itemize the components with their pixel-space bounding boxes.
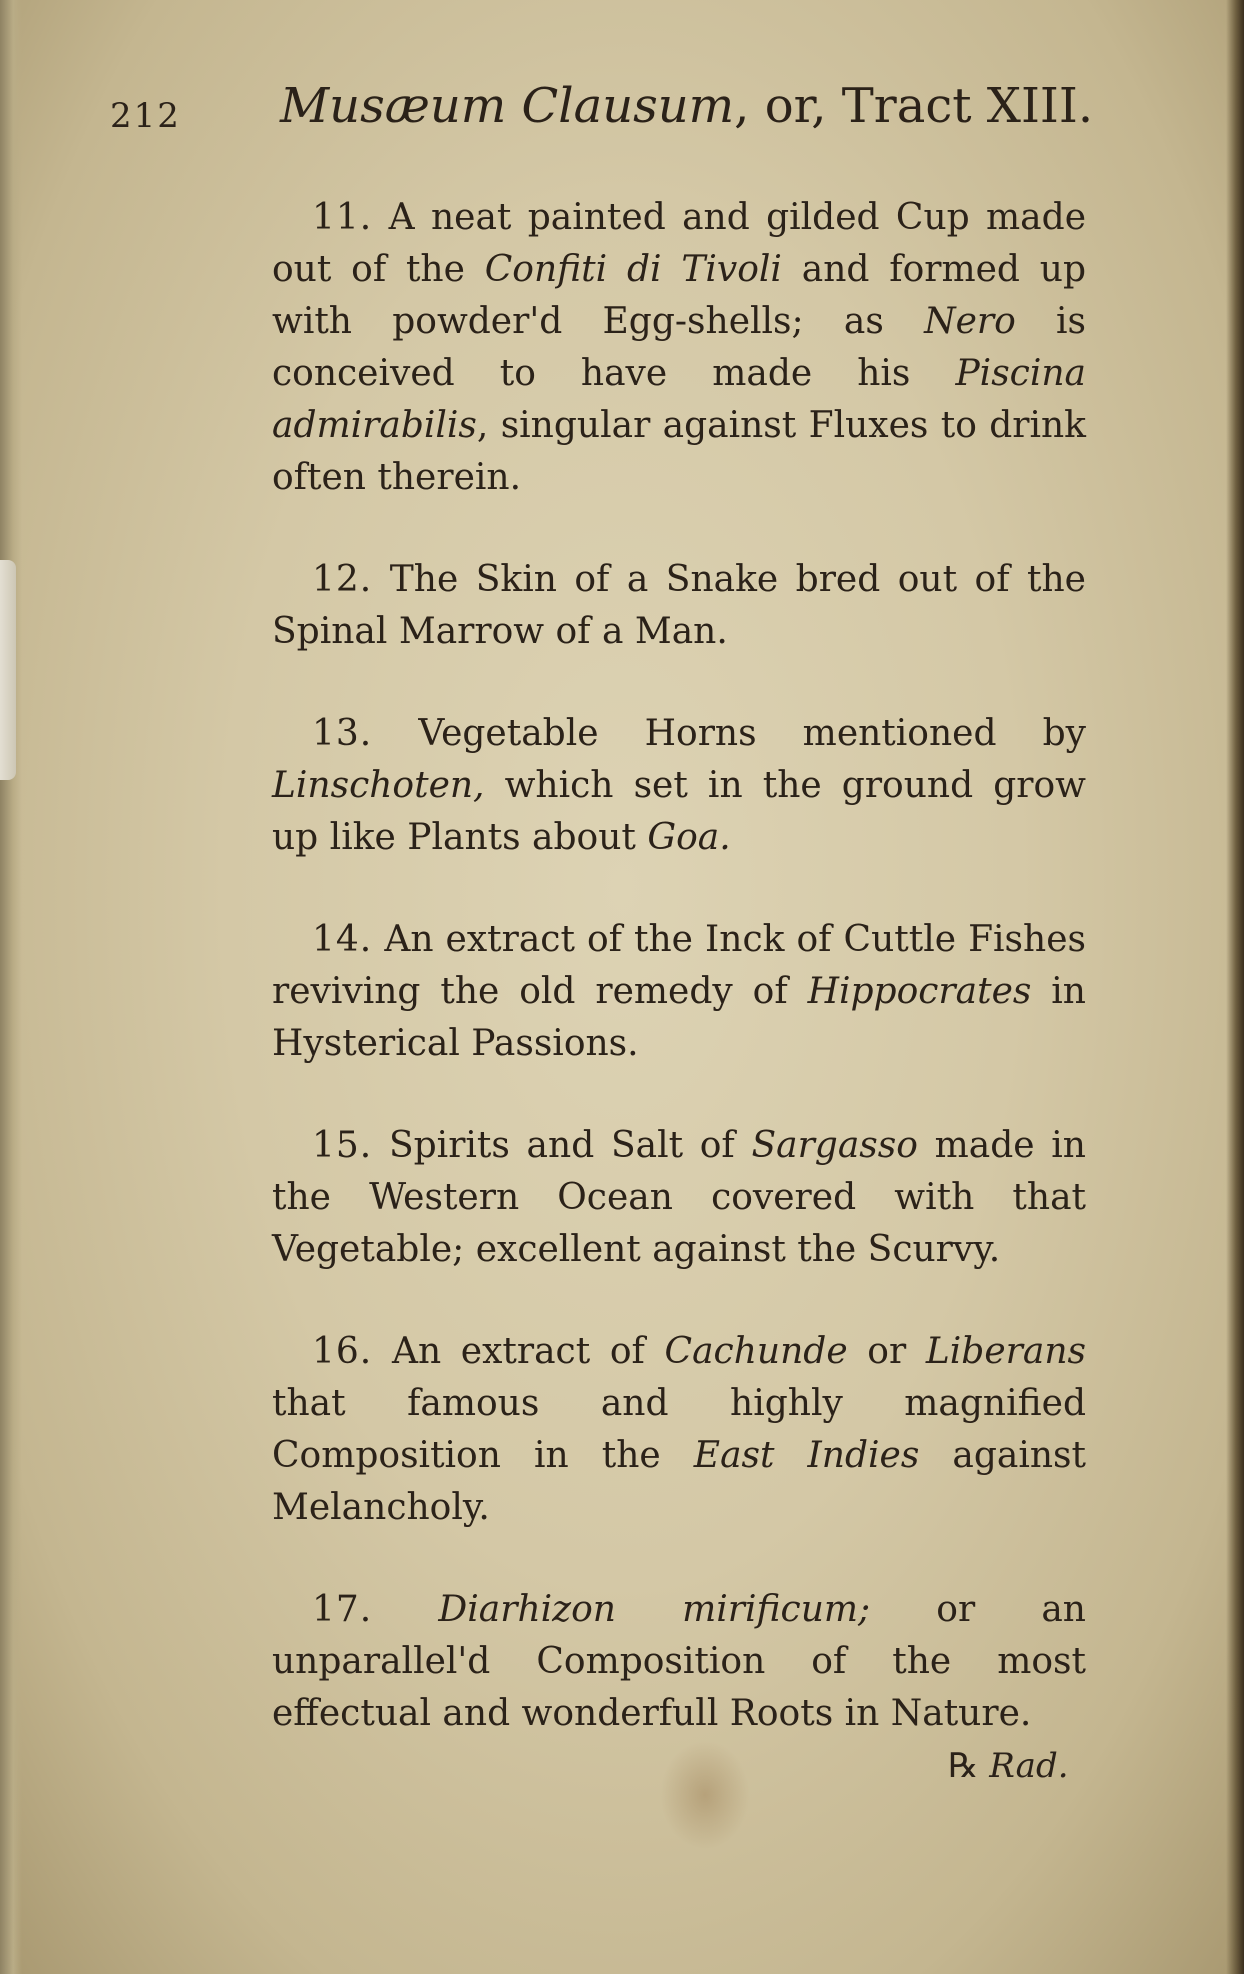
entry-number: 12. bbox=[312, 559, 373, 600]
catchword-word: Rad. bbox=[989, 1746, 1069, 1786]
entry-text: An extract of bbox=[372, 1331, 665, 1372]
running-title-italic: Musæum Clausum bbox=[280, 78, 735, 134]
entry-text: in Hysterical Passions. bbox=[272, 971, 1086, 1064]
catalogue-entry bbox=[272, 192, 1086, 504]
entry-text-italic: Hippocrates bbox=[807, 971, 1032, 1012]
binding-edge bbox=[0, 0, 22, 1974]
page-edge-shadow bbox=[1226, 0, 1244, 1974]
entry-number: 17. bbox=[312, 1589, 373, 1630]
page-number: 212 bbox=[110, 96, 181, 136]
entry-text-italic: Goa. bbox=[647, 817, 731, 858]
running-header bbox=[110, 78, 1094, 148]
entry-text: that famous and highly magnified Composition in the bbox=[272, 1383, 1086, 1476]
entry-text: or an unparallel'd Composition of the most effectual and wonderfull Roots in Nature. bbox=[272, 1589, 1086, 1734]
entry-text: An extract of the Inck of Cuttle Fishes reviving the old remedy of bbox=[272, 919, 1086, 1012]
entry-text-italic: Cachunde bbox=[664, 1331, 848, 1372]
catalogue-entry bbox=[272, 708, 1086, 864]
catalogue-entry bbox=[272, 1326, 1086, 1534]
catalogue-entry bbox=[272, 914, 1086, 1070]
bookmark-ribbon bbox=[0, 560, 16, 780]
running-title-rest: , or, Tract XIII. bbox=[734, 78, 1094, 134]
entry-text-italic: Liberans bbox=[925, 1331, 1086, 1372]
catalogue-entry bbox=[272, 1120, 1086, 1276]
entry-text: The Skin of a Snake bred out of the Spinal Marrow of a Man. bbox=[272, 559, 1086, 652]
entry-text-italic: Sargasso bbox=[751, 1125, 918, 1166]
entry-text: Spirits and Salt of bbox=[372, 1125, 752, 1166]
entry-text-italic: Linschoten, bbox=[272, 765, 485, 806]
catalogue-entries bbox=[272, 192, 1086, 1790]
entry-text: , singular against Fluxes to drink often therein. bbox=[272, 405, 1086, 498]
entry-number: 14. bbox=[312, 919, 373, 960]
entry-text: which set in the ground grow up like Plants about bbox=[272, 765, 1086, 858]
entry-text-italic: Piscina admirabilis bbox=[272, 353, 1086, 446]
entry-number: 11. bbox=[312, 197, 373, 238]
entry-text: A neat painted and gilded Cup made out of the bbox=[272, 197, 1086, 290]
entry-text-italic: Diarhizon mirificum; bbox=[438, 1589, 871, 1630]
catalogue-entry bbox=[272, 554, 1086, 658]
entry-text: and formed up with powder'd Egg-shells; as bbox=[272, 249, 1086, 342]
catalogue-entry bbox=[272, 1584, 1086, 1740]
entry-text-italic: Nero bbox=[924, 301, 1016, 342]
entry-number: 15. bbox=[312, 1125, 373, 1166]
entry-number: 16. bbox=[312, 1331, 373, 1372]
entry-text: made in the Western Ocean covered with that Vegetable; excellent against the Scurvy. bbox=[272, 1125, 1086, 1270]
entry-text-italic: Confiti di Tivoli bbox=[484, 249, 782, 290]
entry-text: is conceived to have made his bbox=[272, 301, 1087, 394]
recipe-symbol: ℞ bbox=[948, 1746, 979, 1786]
running-title bbox=[280, 78, 1093, 134]
catchword bbox=[948, 1746, 1069, 1786]
entry-number: 13. bbox=[312, 713, 373, 754]
entry-text: or bbox=[847, 1331, 926, 1372]
entry-text bbox=[372, 1589, 438, 1630]
entry-text: Vegetable Horns mentioned by bbox=[372, 713, 1086, 754]
entry-text: against Melancholy. bbox=[272, 1435, 1087, 1528]
entry-text-italic: East Indies bbox=[693, 1435, 920, 1476]
